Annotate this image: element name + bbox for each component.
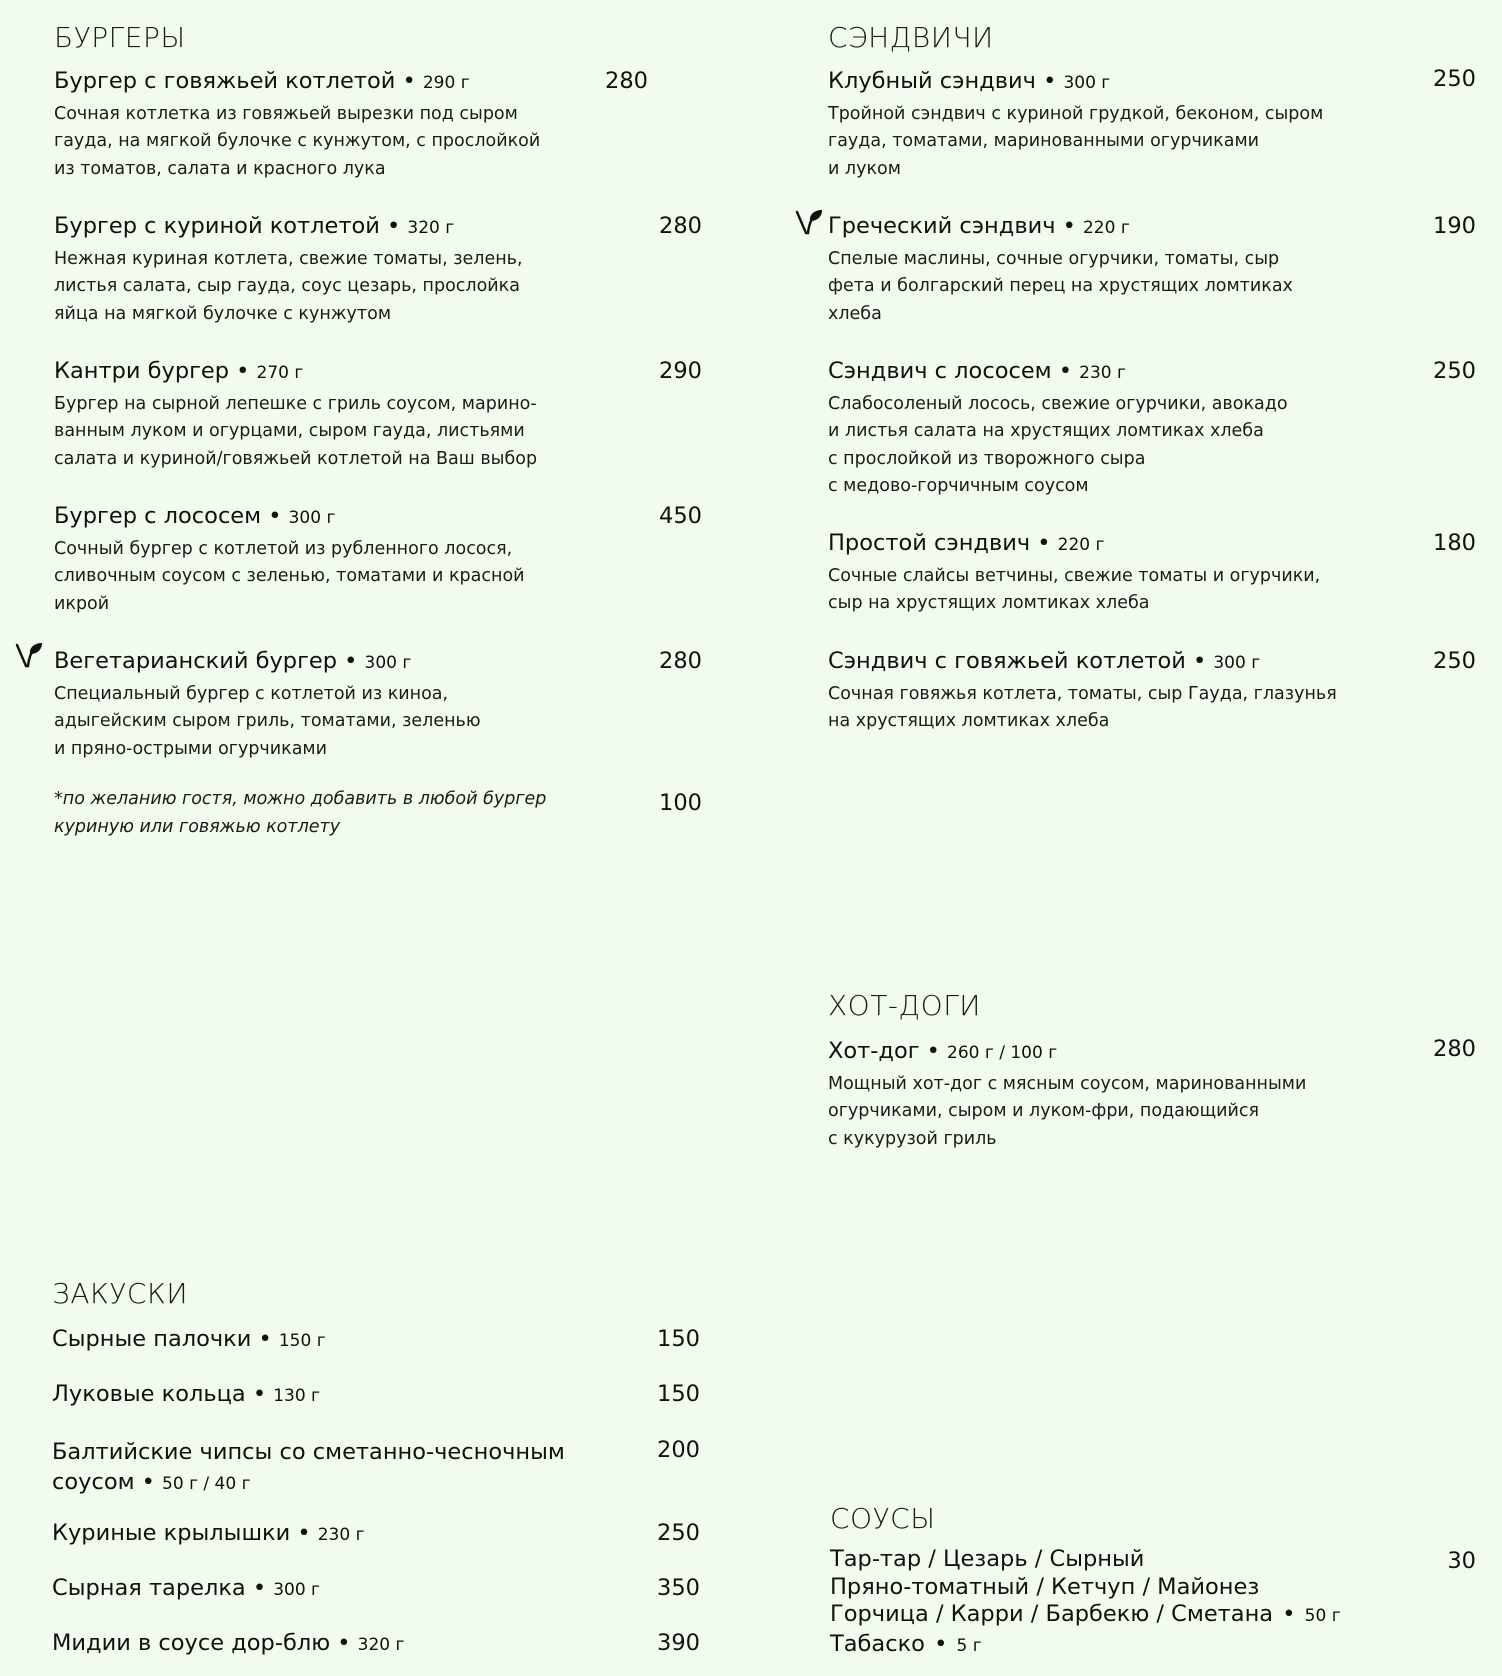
menu-item <box>828 360 1288 501</box>
desc-line: яйца на мягкой булочке с кунжутом <box>54 303 392 324</box>
desc-line: адыгейским сыром гриль, томатами, зеленью <box>54 711 481 731</box>
item-price: 180 <box>1433 530 1476 556</box>
item-price: 390 <box>657 1630 700 1656</box>
desc-line: сыр на хрустящих ломтиках хлеба <box>828 593 1150 613</box>
item-price: 150 <box>657 1326 700 1352</box>
note-line: куриную или говяжью котлету <box>54 816 341 837</box>
bullet: • <box>258 1326 272 1352</box>
item-weight: 260 г / 100 г <box>947 1043 1058 1063</box>
desc-line: Специальный бургер с котлетой из киноа, <box>54 683 449 704</box>
menu-item <box>828 1040 1306 1153</box>
bullet: • <box>236 358 250 384</box>
item-description <box>828 101 1323 184</box>
menu-item <box>54 505 525 618</box>
desc-line: Сочная говяжья котлета, томаты, сыр Гауда, глазунья <box>828 683 1337 704</box>
item-price: 280 <box>659 213 702 239</box>
item-price: 280 <box>659 648 702 674</box>
sauce-names: Табаско <box>830 1630 925 1657</box>
item-name: Сырная тарелка <box>52 1575 246 1601</box>
desc-line: с прослойкой из творожного сыра <box>828 448 1146 469</box>
desc-line: листья салата, сыр гауда, соус цезарь, прослойка <box>54 276 520 296</box>
item-name: Сэндвич с говяжьей котлетой <box>828 648 1186 674</box>
menu-item <box>828 215 1293 328</box>
item-name: Вегетарианский бургер <box>54 648 338 674</box>
bullet: • <box>387 213 401 239</box>
leaf-icon <box>15 642 43 668</box>
leaf-icon <box>795 209 823 235</box>
item-weight: 230 г <box>317 1525 365 1545</box>
bullet: • <box>141 1469 155 1495</box>
bullet: • <box>1037 530 1051 556</box>
desc-line: салата и куриной/говяжьей котлетой на Ваш выбор <box>54 448 538 469</box>
desc-line: Слабосоленый лосось, свежие огурчики, авокадо <box>828 393 1288 414</box>
menu-item <box>52 1383 320 1406</box>
item-name-cont: соусом <box>52 1469 135 1495</box>
bullet: • <box>402 68 416 94</box>
bullet: • <box>926 1038 940 1064</box>
item-description <box>828 1071 1306 1154</box>
desc-line: Мощный хот-дог с мясным соусом, маринованными <box>828 1073 1307 1094</box>
bullet: • <box>1192 648 1207 674</box>
sauce-line <box>830 1546 1341 1574</box>
menu-item <box>828 70 1323 183</box>
menu-item <box>52 1438 565 1498</box>
section-title: СЭНДВИЧИ <box>828 21 994 54</box>
item-price: 290 <box>659 358 702 384</box>
item-weight: 5 г <box>956 1635 982 1656</box>
menu-item <box>54 360 537 473</box>
menu-item <box>52 1522 365 1545</box>
item-weight: 150 г <box>278 1331 326 1351</box>
bullet: • <box>252 1381 267 1407</box>
bullet: • <box>344 648 358 674</box>
item-name: Сэндвич с лососем <box>828 358 1052 384</box>
item-description <box>54 536 525 619</box>
desc-line: и луком <box>828 158 901 179</box>
note-price: 100 <box>659 790 702 816</box>
item-description <box>54 681 481 764</box>
item-name: Сырные палочки <box>52 1326 252 1352</box>
item-weight: 230 г <box>1079 363 1126 383</box>
item-name: Кантри бургер <box>54 358 230 384</box>
item-price: 350 <box>657 1575 700 1601</box>
desc-line: огурчиками, сыром и луком-фри, подающийся <box>828 1101 1260 1121</box>
item-price: 250 <box>657 1520 700 1546</box>
item-weight: 220 г <box>1082 218 1130 238</box>
desc-line: Сочная котлетка из говяжьей вырезки под сыром <box>54 103 518 124</box>
item-weight: 50 г <box>1304 1606 1341 1626</box>
bullet: • <box>934 1630 948 1657</box>
item-weight: 320 г <box>407 218 455 238</box>
desc-line: хлеба <box>828 303 882 324</box>
desc-line: Тройной сэндвич с куриной грудкой, беконом, сыром <box>828 103 1324 124</box>
item-description <box>54 246 523 329</box>
sauce-line <box>830 1574 1341 1602</box>
bullet: • <box>337 1630 351 1656</box>
menu-item <box>52 1577 320 1600</box>
desc-line: и листья салата на хрустящих ломтиках хлеба <box>828 421 1264 441</box>
desc-line: Сочный бургер с котлетой из рубленного лосося, <box>54 538 513 559</box>
note-text <box>54 786 546 841</box>
sauce-line <box>830 1631 1341 1661</box>
item-price: 280 <box>605 68 648 94</box>
desc-line: с медово-горчичным соусом <box>828 476 1089 496</box>
item-name: Луковые кольца <box>52 1381 246 1407</box>
menu-item <box>52 1328 326 1351</box>
item-weight: 270 г <box>256 363 304 383</box>
item-weight: 300 г <box>364 653 412 673</box>
desc-line: икрой <box>54 593 110 614</box>
sauce-list <box>830 1546 1341 1660</box>
item-price: 30 <box>1447 1548 1476 1574</box>
note-line: *по желанию гостя, можно добавить в любой бургер <box>54 789 547 809</box>
item-name: Бургер с лососем <box>54 503 262 529</box>
burger-note <box>54 786 546 841</box>
item-description <box>54 101 540 184</box>
item-description <box>828 681 1337 736</box>
bullet: • <box>1282 1601 1296 1627</box>
desc-line: Нежная куриная котлета, свежие томаты, зелень, <box>54 248 523 269</box>
bullet: • <box>297 1520 311 1546</box>
desc-line: гауда, на мягкой булочке с кунжутом, с прослойкой <box>54 131 541 151</box>
item-name: Мидии в соусе дор-блю <box>52 1630 331 1656</box>
menu-item <box>828 650 1337 736</box>
desc-line: на хрустящих ломтиках хлеба <box>828 711 1110 731</box>
item-price: 150 <box>657 1381 700 1407</box>
desc-line: ванным луком и огурцами, сыром гауда, листьями <box>54 421 525 441</box>
item-price: 250 <box>1433 358 1476 384</box>
item-name: Клубный сэндвич <box>828 68 1036 94</box>
item-price: 250 <box>1433 648 1476 674</box>
menu-item <box>54 650 481 763</box>
item-weight: 300 г <box>1213 653 1261 673</box>
item-name: Простой сэндвич <box>828 530 1031 556</box>
item-price: 200 <box>657 1437 700 1463</box>
menu-item <box>54 215 523 328</box>
bullet: • <box>1058 358 1073 384</box>
item-name: Балтийские чипсы со сметанно-чесночным <box>52 1439 565 1465</box>
desc-line: гауда, томатами, маринованными огурчиками <box>828 131 1260 151</box>
section-title: СОУСЫ <box>830 1502 936 1535</box>
item-weight: 300 г <box>288 508 336 528</box>
menu-item <box>52 1632 404 1655</box>
item-weight: 130 г <box>273 1386 320 1406</box>
item-name: Бургер с куриной котлетой <box>54 213 380 239</box>
sauce-names: Горчица / Карри / Барбекю / Сметана <box>830 1601 1274 1627</box>
bullet: • <box>1043 68 1057 94</box>
item-weight: 320 г <box>357 1635 405 1655</box>
menu-item <box>828 532 1320 618</box>
desc-line: фета и болгарский перец на хрустящих ломтиках <box>828 276 1293 296</box>
item-weight: 220 г <box>1057 535 1105 555</box>
item-description <box>54 391 537 474</box>
sauce-line <box>830 1601 1341 1631</box>
item-description <box>828 391 1288 501</box>
item-weight: 290 г <box>422 73 470 93</box>
item-weight: 50 г / 40 г <box>162 1474 251 1494</box>
menu-item <box>54 68 648 183</box>
item-description <box>828 563 1320 618</box>
item-weight: 300 г <box>273 1580 320 1600</box>
desc-line: Сочные слайсы ветчины, свежие томаты и огурчики, <box>828 565 1321 586</box>
section-title: БУРГЕРЫ <box>54 21 186 54</box>
sauce-names: Пряно-томатный / Кетчуп / Майонез <box>830 1573 1260 1600</box>
item-price: 250 <box>1433 66 1476 92</box>
desc-line: и пряно-острыми огурчиками <box>54 738 328 759</box>
desc-line: сливочным соусом с зеленью, томатами и красной <box>54 566 525 586</box>
desc-line: из томатов, салата и красного лука <box>54 158 386 179</box>
bullet: • <box>268 503 282 529</box>
item-price: 280 <box>1433 1036 1476 1062</box>
item-name: Хот-дог <box>828 1038 920 1064</box>
item-price: 450 <box>659 503 702 529</box>
desc-line: с кукурузой гриль <box>828 1128 997 1149</box>
desc-line: Бургер на сырной лепешке с гриль соусом, марино- <box>54 393 537 414</box>
section-title: ЗАКУСКИ <box>52 1277 188 1310</box>
item-description <box>828 246 1293 329</box>
item-name: Бургер с говяжьей котлетой <box>54 68 396 94</box>
section-title: ХОТ-ДОГИ <box>828 989 981 1022</box>
bullet: • <box>1062 213 1076 239</box>
item-name: Греческий сэндвич <box>828 213 1056 239</box>
desc-line: Спелые маслины, сочные огурчики, томаты, сыр <box>828 248 1280 269</box>
bullet: • <box>252 1575 267 1601</box>
item-name: Куриные крылышки <box>52 1520 291 1546</box>
sauce-names: Тар-тар / Цезарь / Сырный <box>830 1546 1145 1572</box>
item-weight: 300 г <box>1063 73 1111 93</box>
item-price: 190 <box>1433 213 1476 239</box>
